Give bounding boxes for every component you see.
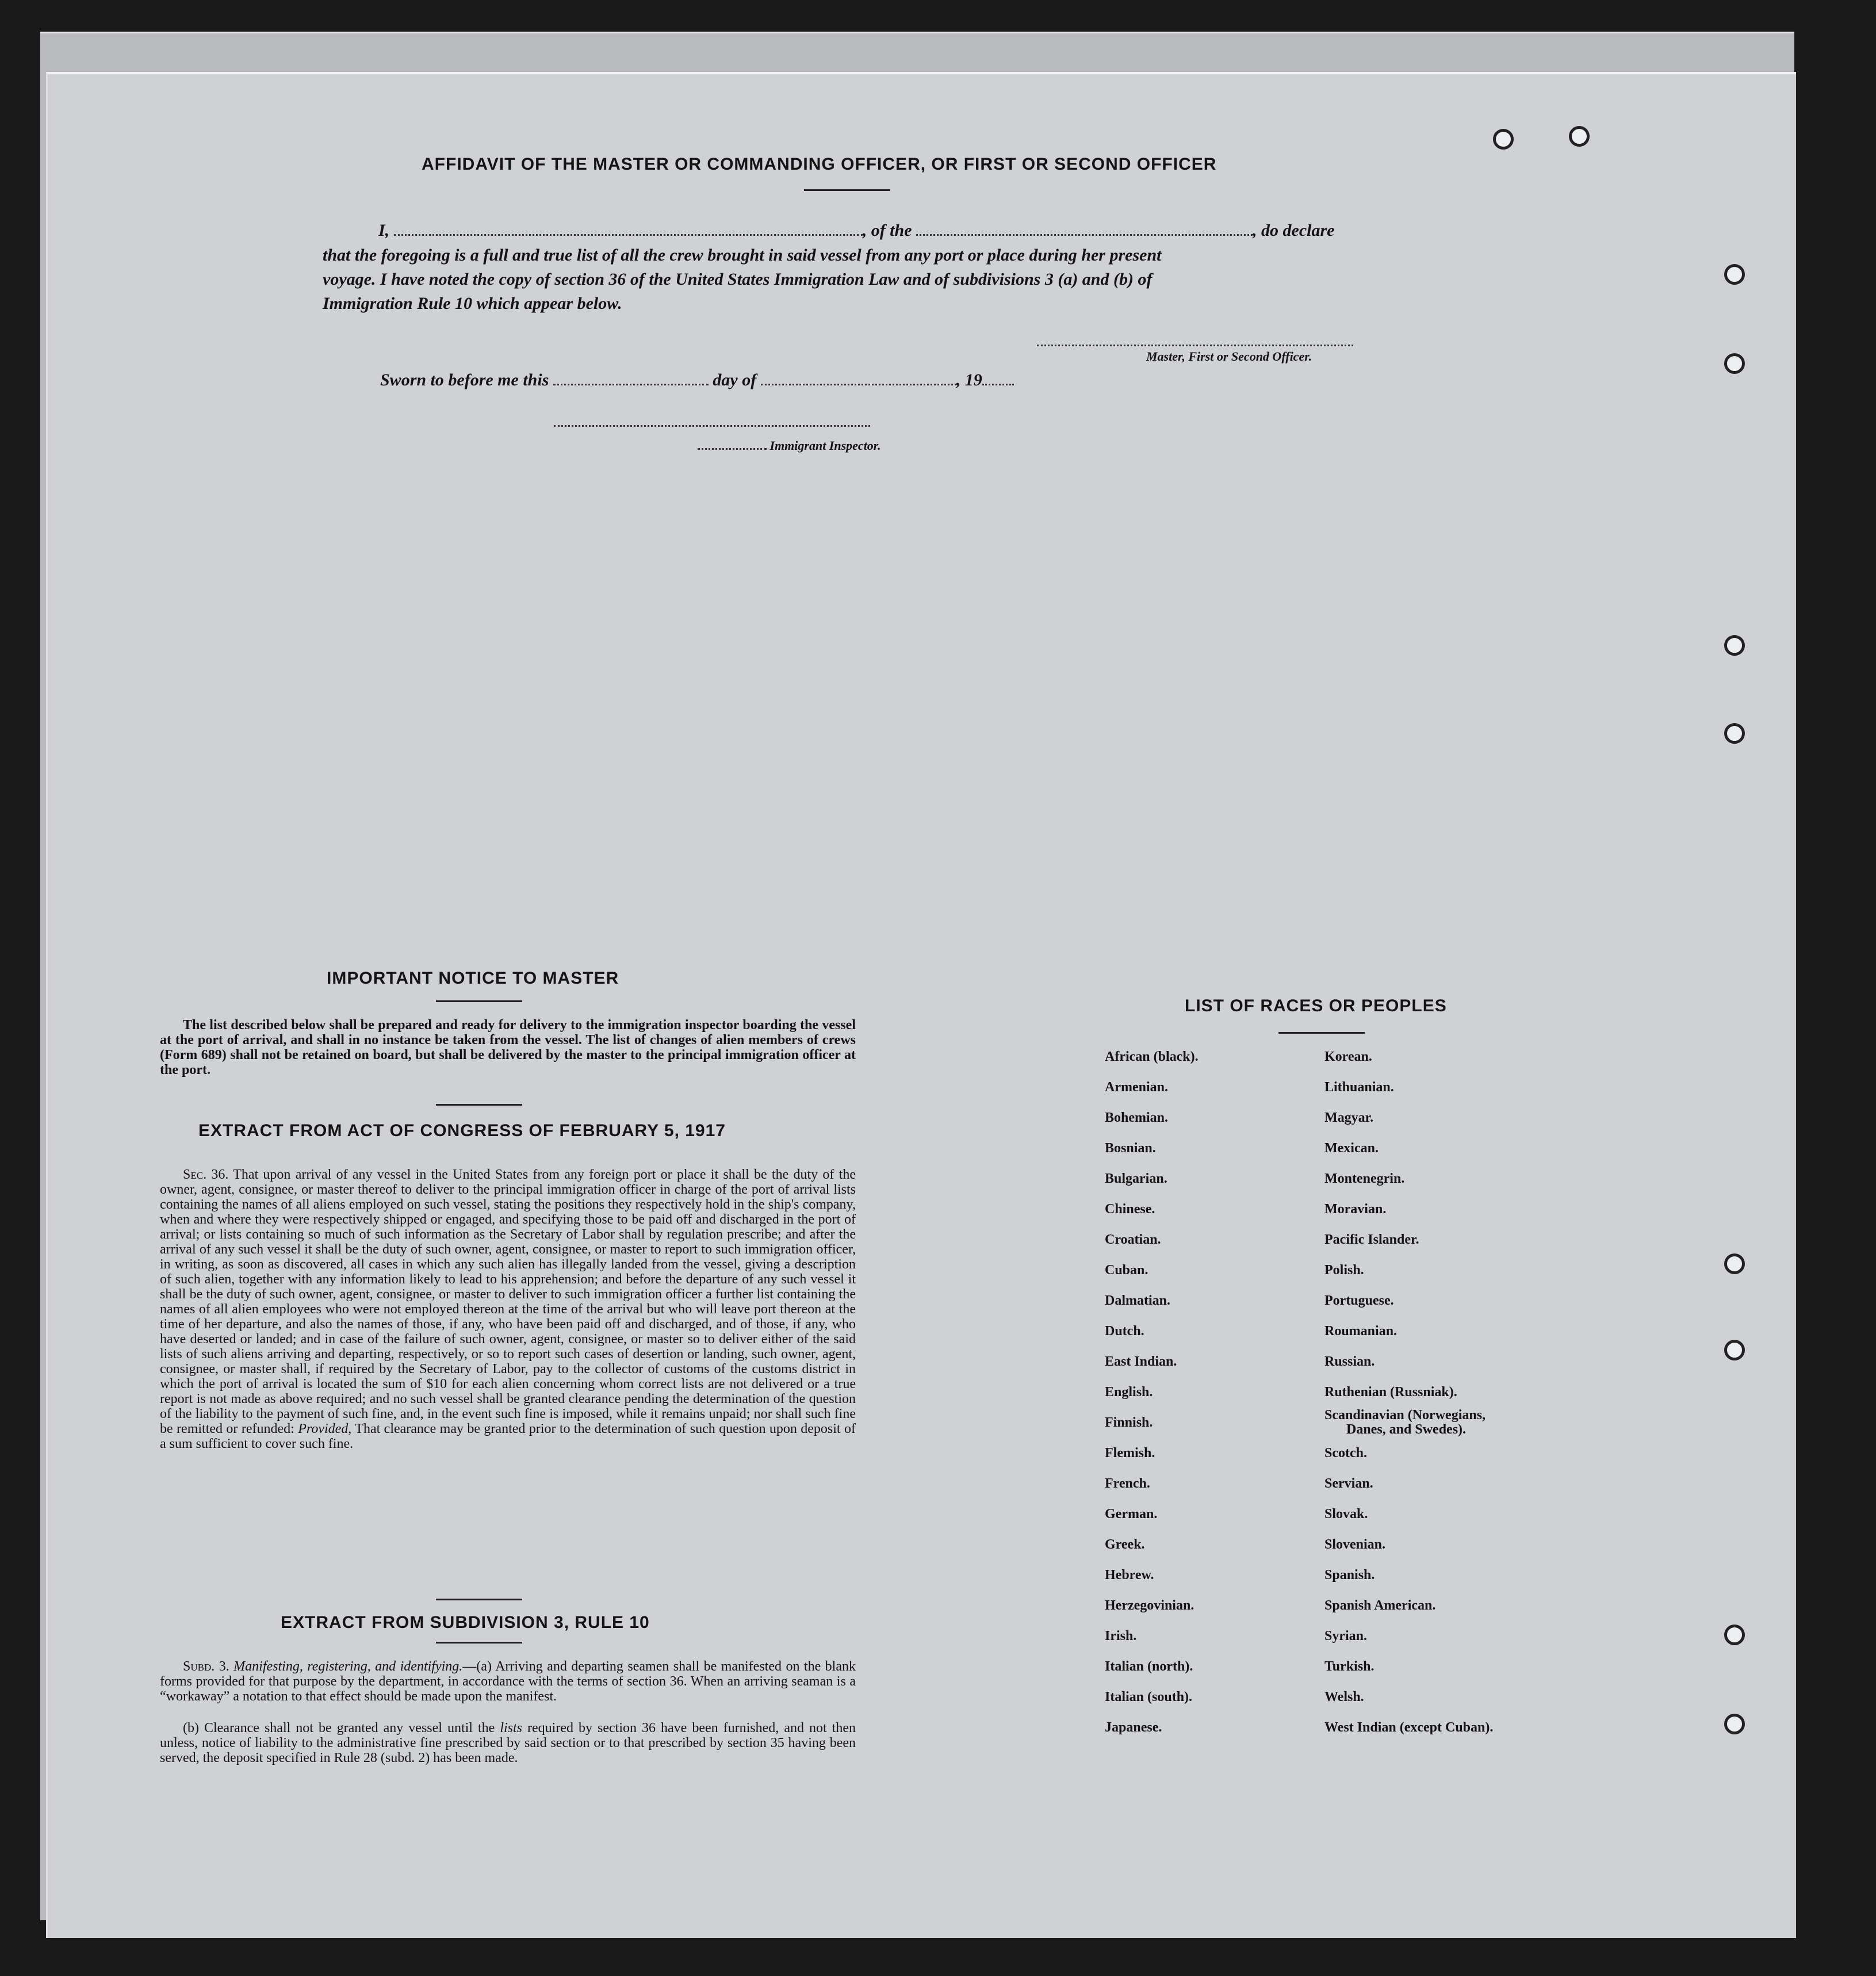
act-proviso-label: Provided, — [298, 1421, 352, 1436]
race-left-4: Bulgarian. — [1105, 1171, 1167, 1186]
rule-title: EXTRACT FROM SUBDIVISION 3, RULE 10 — [281, 1613, 650, 1632]
affidavit-i-label: I, — [378, 221, 390, 240]
race-right-21: Welsh. — [1324, 1690, 1364, 1704]
vessel-blank[interactable] — [916, 234, 1253, 236]
affidavit-title-rule — [804, 189, 890, 191]
race-right-3: Mexican. — [1324, 1141, 1379, 1156]
sworn-day-label: day of — [713, 370, 757, 389]
race-left-11: English. — [1105, 1385, 1153, 1400]
binder-hole-1 — [1724, 264, 1745, 285]
race-left-18: Herzegovinian. — [1105, 1598, 1194, 1613]
affidavit-declare-label: , do declare — [1253, 221, 1335, 240]
race-left-9: Dutch. — [1105, 1324, 1144, 1339]
sworn-year-label: , 19 — [956, 370, 982, 389]
rule-b-text — [160, 1721, 856, 1765]
race-right-6: Pacific Islander. — [1324, 1232, 1419, 1247]
race-right-4: Montenegrin. — [1324, 1171, 1405, 1186]
race-right-16: Slovenian. — [1324, 1537, 1386, 1552]
binder-hole-top-left — [1493, 129, 1514, 150]
act-proviso-text: That clearance may be granted prior to the determination of such question upon deposit of a sum sufficient to cover such fine. — [160, 1421, 856, 1451]
race-left-17: Hebrew. — [1105, 1568, 1154, 1583]
binder-hole-8 — [1724, 1714, 1745, 1734]
race-right-17: Spanish. — [1324, 1568, 1375, 1583]
race-right-22: West Indian (except Cuban). — [1324, 1720, 1494, 1735]
affidavit-line-3: voyage. I have noted the copy of section 36 of the United States Immigration Law and of subdivisions 3 (a) and (b) of — [323, 270, 1153, 289]
act-sec-label: Sec. 36. — [183, 1167, 229, 1182]
race-left-6: Croatian. — [1105, 1232, 1161, 1247]
rule-b-body: required by section 36 have been furnished, and not then unless, notice of liability to the administrative fine prescribed by said section or to that prescribed by section 35 having been served, the deposit specified in Rule 28 (subd. 2) has been made. — [160, 1721, 856, 1765]
race-left-7: Cuban. — [1105, 1263, 1148, 1278]
inspector-label: Immigrant Inspector. — [769, 438, 881, 453]
race-left-22: Japanese. — [1105, 1720, 1162, 1735]
act-title: EXTRACT FROM ACT OF CONGRESS OF FEBRUARY 5, 1917 — [198, 1121, 726, 1140]
race-left-1: Armenian. — [1105, 1080, 1168, 1095]
race-left-16: Greek. — [1105, 1537, 1145, 1552]
race-right-19: Syrian. — [1324, 1629, 1368, 1644]
inspector-label-row — [698, 438, 881, 453]
notice-bottom-rule — [436, 1104, 522, 1106]
sworn-day-blank[interactable] — [553, 384, 709, 385]
binder-hole-5 — [1724, 1253, 1745, 1274]
race-right-0: Korean. — [1324, 1049, 1372, 1064]
race-right-5: Moravian. — [1324, 1202, 1387, 1217]
rule-subd-title: Manifesting, registering, and identifying. — [233, 1659, 463, 1674]
affidavit-line-2: that the foregoing is a full and true list of all the crew brought in said vessel from any port or place during her present — [323, 246, 1162, 265]
race-left-19: Irish. — [1105, 1629, 1137, 1644]
act-body: That upon arrival of any vessel in the United States from any foreign port or place it shall be the duty of the owner, agent, consignee, or master thereof to deliver to the principal immigration officer in charge of the port of arrival lists containing the names of all aliens employed on such vessel, stating the positions they respectively hold in the ship's company, when and where they were respectively shipped or engaged, and specifying those to be paid off and discharged in the port of arrival; or lists containing so much of such information as the Secretary of Labor shall by regulation prescribe; and after the arrival of any such vessel it shall be the duty of such owner, agent, consignee, or master to report to such immigration officer, in writing, as soon as discovered, all cases in which any such alien has illegally landed from the vessel, giving a description of such alien, together with any information likely to lead to his apprehension; and before the departure of any such vessel it shall be the duty of such owner, agent, consignee, or master to deliver to such immigration officer a further list containing the names of all alien employees who were not employed thereon at the time of the arrival but who will leave port thereon at the time of her departure, and also the names of those, if any, who have been paid off and discharged, and of those, if any, who have deserted or landed; and in case of the failure of such owner, agent, consignee, or master so to deliver either of the said lists of such aliens arriving and departing, respectively, or so to report such cases of desertion or landing, such owner, agent, consignee, or master shall, if required by the Secretary of Labor, pay to the collector of customs of the customs district in which the port of arrival is located the sum of $10 for each alien concerning whom correct lists are not delivered or a true report is not made as above required; and no such vessel shall be granted clearance pending the determination of the question of the liability to the payment of such fine, and, in the event such fine is imposed, while it remains unpaid; nor shall such fine be remitted or refunded: — [160, 1167, 856, 1436]
notice-title-rule — [436, 1000, 522, 1002]
race-right-20: Turkish. — [1324, 1659, 1375, 1674]
affidavit-of-the-label: , of the — [862, 221, 912, 240]
race-right-2: Magyar. — [1324, 1110, 1374, 1125]
binder-hole-6 — [1724, 1340, 1745, 1360]
race-left-8: Dalmatian. — [1105, 1293, 1170, 1308]
race-right-15: Slovak. — [1324, 1507, 1368, 1522]
race-right-11: Ruthenian (Russniak). — [1324, 1385, 1457, 1400]
race-left-12: Finnish. — [1105, 1415, 1153, 1430]
notice-title: IMPORTANT NOTICE TO MASTER — [327, 969, 619, 988]
rule-b-prefix: (b) Clearance shall not be granted any vessel until the — [183, 1721, 495, 1736]
race-right-9: Roumanian. — [1324, 1324, 1398, 1339]
notice-text: The list described below shall be prepared and ready for delivery to the immigration inspector boarding the vessel at the port of arrival, and shall in no instance be taken from the vessel. The list of changes of alien members of crews (Form 689) shall not be retained on board, but shall be delivered by the master to the principal immigration officer at the port. — [160, 1018, 856, 1077]
binder-hole-top-right — [1569, 126, 1590, 147]
race-left-3: Bosnian. — [1105, 1141, 1156, 1156]
race-left-14: French. — [1105, 1476, 1150, 1491]
race-right-18: Spanish American. — [1324, 1598, 1436, 1613]
sworn-month-blank[interactable] — [761, 384, 956, 385]
rule-a-text — [160, 1659, 856, 1704]
race-left-5: Chinese. — [1105, 1202, 1155, 1217]
affidavit-title: AFFIDAVIT OF THE MASTER OR COMMANDING OFFICER, OR FIRST OR SECOND OFFICER — [422, 155, 1217, 174]
race-left-21: Italian (south). — [1105, 1690, 1193, 1704]
race-left-15: German. — [1105, 1507, 1158, 1522]
race-left-13: Flemish. — [1105, 1446, 1155, 1461]
binder-hole-7 — [1724, 1625, 1745, 1645]
affidavit-line-4: Immigration Rule 10 which appear below. — [323, 294, 622, 313]
race-right-1: Lithuanian. — [1324, 1080, 1394, 1095]
rule-b-lists: lists — [500, 1721, 522, 1736]
race-right-13: Scotch. — [1324, 1446, 1367, 1461]
races-title-rule — [1278, 1032, 1365, 1034]
race-right-12-continuation: Danes, and Swedes). — [1346, 1422, 1467, 1437]
race-right-8: Portuguese. — [1324, 1293, 1394, 1308]
master-signature-label: Master, First or Second Officer. — [1146, 349, 1312, 364]
race-left-10: East Indian. — [1105, 1354, 1177, 1369]
race-right-10: Russian. — [1324, 1354, 1375, 1369]
race-left-20: Italian (north). — [1105, 1659, 1193, 1674]
binder-hole-2 — [1724, 353, 1745, 374]
affidavit-line-1 — [378, 221, 1334, 240]
race-right-14: Servian. — [1324, 1476, 1373, 1491]
rule-title-rule — [436, 1642, 522, 1644]
form-page — [46, 72, 1796, 1938]
race-right-7: Polish. — [1324, 1263, 1364, 1278]
sworn-prefix: Sworn to before me this — [380, 370, 549, 389]
rule-a-body: —(a) Arriving and departing seamen shall be manifested on the blank forms provided for that purpose by the department, in accordance with the terms of section 36. When an arriving seaman is a “workaway” a notation to that effect should be made upon the manifest. — [160, 1659, 856, 1704]
inspector-signature-line[interactable] — [554, 425, 870, 427]
races-title: LIST OF RACES OR PEOPLES — [1185, 996, 1447, 1015]
sworn-line — [380, 370, 1014, 390]
act-bottom-rule — [436, 1599, 522, 1600]
race-right-12: Scandinavian (Norwegians, — [1324, 1408, 1486, 1423]
inspector-prefix-blank — [698, 448, 767, 450]
master-signature-line[interactable] — [1037, 345, 1353, 346]
sworn-year-blank[interactable] — [982, 384, 1014, 385]
race-left-0: African (black). — [1105, 1049, 1199, 1064]
race-left-2: Bohemian. — [1105, 1110, 1169, 1125]
act-text — [160, 1167, 856, 1451]
binder-hole-3 — [1724, 635, 1745, 656]
name-blank[interactable] — [394, 234, 863, 236]
rule-subd-label: Subd. 3. — [183, 1659, 229, 1674]
binder-hole-4 — [1724, 723, 1745, 744]
